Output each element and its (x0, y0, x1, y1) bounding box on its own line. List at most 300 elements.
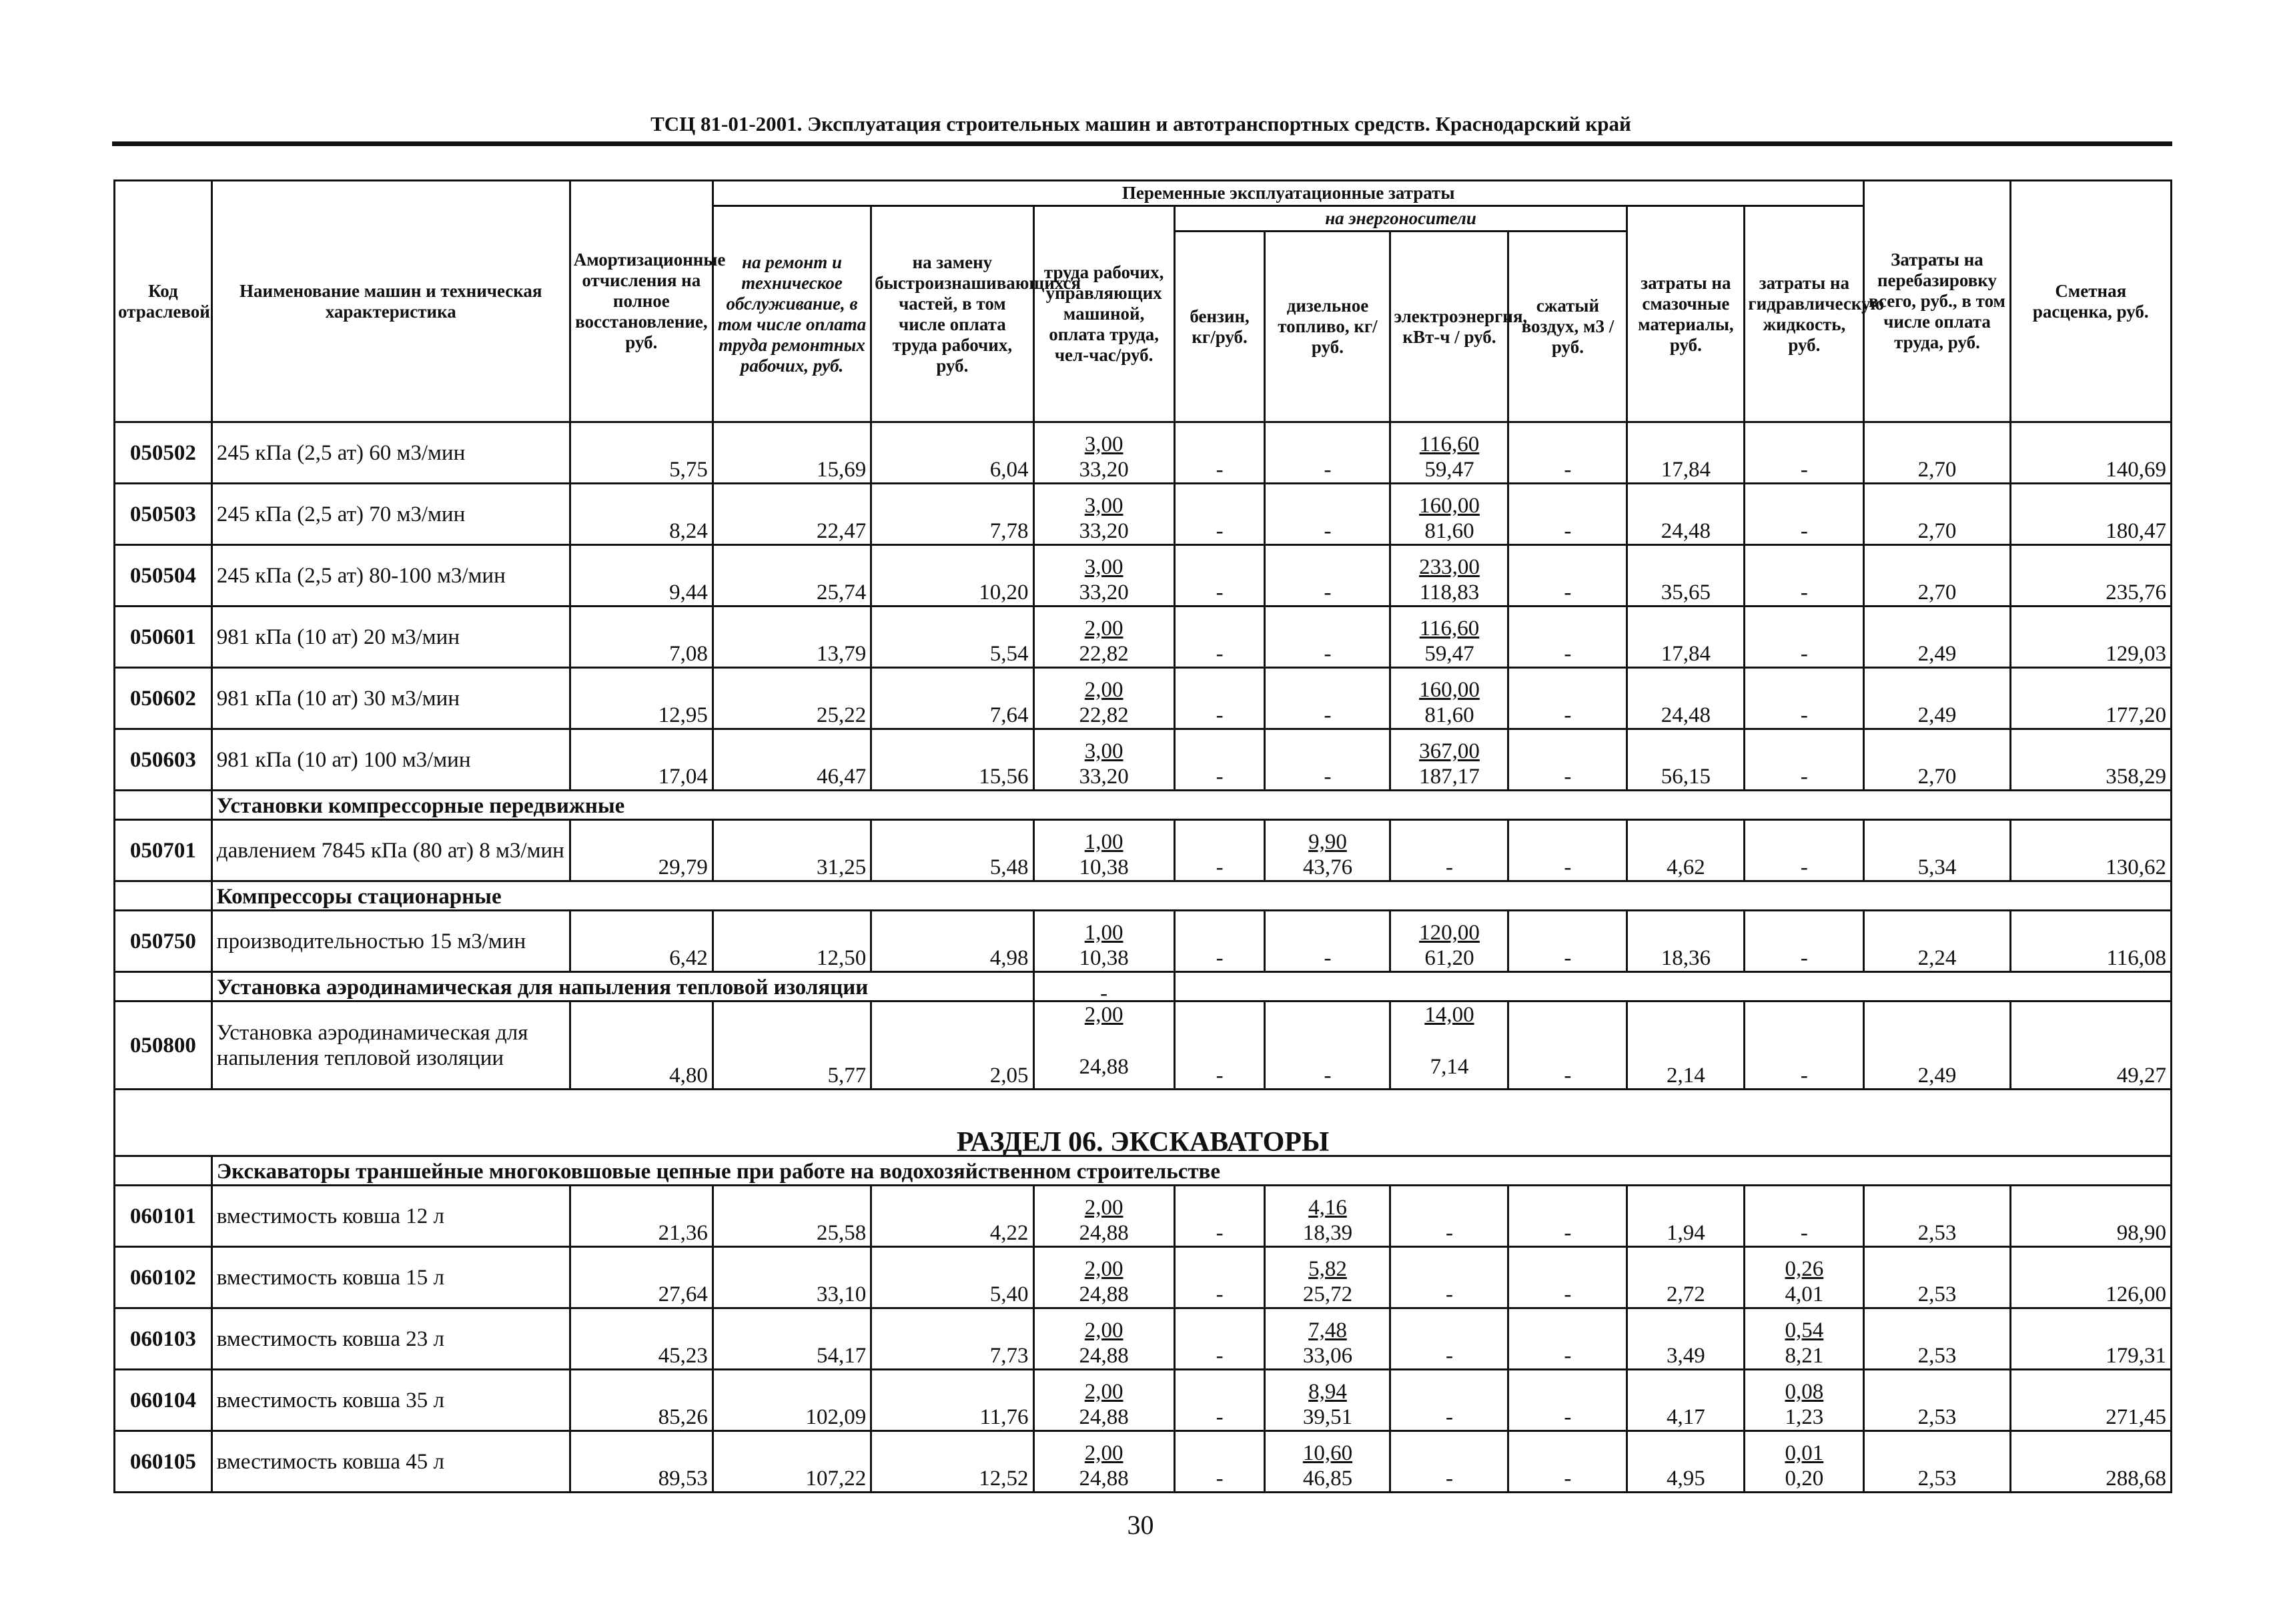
row-code: 050750 (115, 911, 212, 972)
labor-cost: 33,20 (1079, 765, 1129, 789)
cell-amort: 8,24 (570, 484, 713, 545)
cell-price: 177,20 (2010, 668, 2171, 729)
labor-cost: 33,20 (1079, 580, 1129, 604)
cell-labor (1033, 1001, 1174, 1090)
cell-repair: 33,10 (713, 1247, 871, 1308)
cell-hydro: - (1745, 911, 1864, 972)
cell-parts: 7,73 (871, 1308, 1033, 1370)
cell-transport: 2,53 (1864, 1186, 2010, 1247)
cell-repair: 15,69 (713, 422, 871, 484)
cell-price: 288,68 (2010, 1431, 2171, 1493)
cell-labor (1033, 1186, 1174, 1247)
group-row (115, 1156, 2172, 1186)
cell-electric (1390, 545, 1508, 606)
row-code: 060104 (115, 1370, 212, 1431)
row-name: вместимость ковша 12 л (211, 1186, 570, 1247)
cell-amort: 85,26 (570, 1370, 713, 1431)
cell-transport: 2,49 (1864, 668, 2010, 729)
row-code: 050602 (115, 668, 212, 729)
cell-repair: 107,22 (713, 1431, 871, 1493)
cell-electric: - (1390, 1186, 1508, 1247)
cell-diesel: - (1265, 1001, 1390, 1090)
cell-electric: - (1390, 1370, 1508, 1431)
cell-petrol: - (1174, 1370, 1265, 1431)
cell-amort: 5,75 (570, 422, 713, 484)
row-code: 060102 (115, 1247, 212, 1308)
cell-repair: 25,58 (713, 1186, 871, 1247)
hydro-cost: 1,23 (1785, 1405, 1824, 1429)
labor-hours: 3,00 (1084, 555, 1123, 579)
elec-kwh: 367,00 (1419, 739, 1480, 763)
cell-parts: 15,56 (871, 729, 1033, 791)
cell-diesel (1265, 1247, 1390, 1308)
cell-transport: 2,70 (1864, 729, 2010, 791)
cell-electric: - (1390, 1308, 1508, 1370)
cell-labor (1033, 1247, 1174, 1308)
labor-cost: 24,88 (1079, 1055, 1129, 1079)
cell-diesel: - (1265, 729, 1390, 791)
col-repair-header: на ремонт и техническое обслуживание, в том числе оплата труда ремонтных рабочих, руб. (713, 206, 871, 422)
cell-air: - (1508, 484, 1627, 545)
cell-diesel (1265, 1308, 1390, 1370)
cell-price: 49,27 (2010, 1001, 2171, 1090)
hydro-cost: - (1800, 1221, 1808, 1245)
cell-price: 358,29 (2010, 729, 2171, 791)
labor-hours: 3,00 (1084, 739, 1123, 763)
hydro-qty: 0,26 (1785, 1257, 1824, 1281)
cell-petrol: - (1174, 911, 1265, 972)
cell-amort: 89,53 (570, 1431, 713, 1493)
row-name: давлением 7845 кПа (80 ат) 8 м3/мин (211, 820, 570, 881)
row-name: 245 кПа (2,5 ат) 60 м3/мин (211, 422, 570, 484)
labor-cost: 24,88 (1079, 1221, 1129, 1245)
diesel-kg: 9,90 (1308, 830, 1347, 854)
cell-price: 180,47 (2010, 484, 2171, 545)
cell-hydro: - (1745, 668, 1864, 729)
cell-amort: 12,95 (570, 668, 713, 729)
cell-transport: 2,24 (1864, 911, 2010, 972)
group-title: Установка аэродинамическая для напыления тепловой изоляции (211, 972, 1033, 1001)
table-row (115, 422, 2172, 484)
cell-repair: 102,09 (713, 1370, 871, 1431)
cell-parts: 4,98 (871, 911, 1033, 972)
elec-kwh: 116,60 (1419, 432, 1480, 456)
labor-cost: 33,20 (1079, 458, 1129, 482)
cell-repair: 22,47 (713, 484, 871, 545)
cell-petrol: - (1174, 606, 1265, 668)
labor-hours: 2,00 (1084, 1441, 1123, 1465)
cell-lube: 24,48 (1627, 668, 1745, 729)
cell-lube: 4,95 (1627, 1431, 1745, 1493)
elec-cost: 81,60 (1424, 703, 1474, 727)
cell-lube: 2,14 (1627, 1001, 1745, 1090)
col-name-header: Наименование машин и техническая характеристика (211, 181, 570, 422)
row-name: вместимость ковша 23 л (211, 1308, 570, 1370)
cell-price: 271,45 (2010, 1370, 2171, 1431)
elec-kwh: 160,00 (1419, 678, 1480, 702)
cell-parts: 7,64 (871, 668, 1033, 729)
cell-repair: 12,50 (713, 911, 871, 972)
group-row (115, 791, 2172, 820)
cell-transport: 5,34 (1864, 820, 2010, 881)
cell-price: 126,00 (2010, 1247, 2171, 1308)
group-mark: - (1033, 972, 1174, 1001)
cell-price: 235,76 (2010, 545, 2171, 606)
cell-hydro: - (1745, 729, 1864, 791)
row-code: 050800 (115, 1001, 212, 1090)
cell-hydro: - (1745, 484, 1864, 545)
cell-price: 98,90 (2010, 1186, 2171, 1247)
elec-kwh: 120,00 (1419, 921, 1480, 945)
cell-repair: 46,47 (713, 729, 871, 791)
row-name: производительностью 15 м3/мин (211, 911, 570, 972)
cell-parts: 10,20 (871, 545, 1033, 606)
cell-air: - (1508, 1001, 1627, 1090)
cell-petrol: - (1174, 1186, 1265, 1247)
group-title: Экскаваторы траншейные многоковшовые цепные при работе на водохозяйственном строительстве (211, 1156, 2171, 1186)
row-code: 060103 (115, 1308, 212, 1370)
cell-air: - (1508, 1308, 1627, 1370)
cell-petrol: - (1174, 1308, 1265, 1370)
labor-hours: 1,00 (1084, 830, 1123, 854)
cell-electric (1390, 668, 1508, 729)
labor-hours: 2,00 (1084, 617, 1123, 641)
cell-parts: 6,04 (871, 422, 1033, 484)
cell-hydro: - (1745, 545, 1864, 606)
col-price-header: Сметная расценка, руб. (2010, 181, 2171, 422)
cell-lube: 3,49 (1627, 1308, 1745, 1370)
cell-amort: 45,23 (570, 1308, 713, 1370)
row-code: 050601 (115, 606, 212, 668)
rates-table (113, 179, 2172, 1493)
cell-air: - (1508, 1186, 1627, 1247)
diesel-cost: 39,51 (1302, 1405, 1353, 1429)
cell-lube: 24,48 (1627, 484, 1745, 545)
cell-hydro (1745, 1431, 1864, 1493)
cell-petrol: - (1174, 729, 1265, 791)
cell-hydro (1745, 1308, 1864, 1370)
diesel-kg: 7,48 (1308, 1318, 1347, 1342)
cell-transport: 2,49 (1864, 606, 2010, 668)
cell-transport: 2,53 (1864, 1370, 2010, 1431)
cell-lube: 18,36 (1627, 911, 1745, 972)
table-row (115, 1247, 2172, 1308)
cell-labor (1033, 1370, 1174, 1431)
cell-labor (1033, 545, 1174, 606)
row-name: вместимость ковша 45 л (211, 1431, 570, 1493)
cell-electric (1390, 1001, 1508, 1090)
cell-parts: 11,76 (871, 1370, 1033, 1431)
table-row (115, 1431, 2172, 1493)
header-rule (112, 141, 2172, 146)
cell-petrol: - (1174, 1431, 1265, 1493)
cell-price: 130,62 (2010, 820, 2171, 881)
elec-cost: 118,83 (1419, 580, 1480, 604)
hydro-cost: 4,01 (1785, 1282, 1824, 1306)
elec-cost: 59,47 (1424, 458, 1474, 482)
cell-electric (1390, 606, 1508, 668)
cell-lube: 35,65 (1627, 545, 1745, 606)
elec-cost: 81,60 (1424, 519, 1474, 543)
cell-air: - (1508, 668, 1627, 729)
cell-diesel: - (1265, 668, 1390, 729)
cell-repair: 31,25 (713, 820, 871, 881)
col-code-header: Код отраслевой (115, 181, 212, 422)
elec-cost: 59,47 (1424, 642, 1474, 666)
diesel-kg: 8,94 (1308, 1380, 1347, 1404)
cell-labor (1033, 1431, 1174, 1493)
cell-parts: 5,54 (871, 606, 1033, 668)
diesel-cost: 43,76 (1302, 855, 1353, 879)
cell-labor (1033, 729, 1174, 791)
cell-hydro: - (1745, 820, 1864, 881)
row-name: 981 кПа (10 ат) 30 м3/мин (211, 668, 570, 729)
labor-hours: 3,00 (1084, 432, 1123, 456)
labor-hours: 2,00 (1084, 1257, 1123, 1281)
row-name: 981 кПа (10 ат) 20 м3/мин (211, 606, 570, 668)
cell-amort: 9,44 (570, 545, 713, 606)
row-name: 245 кПа (2,5 ат) 70 м3/мин (211, 484, 570, 545)
col-energy-header: на энергоносители (1174, 206, 1627, 232)
cell-parts: 5,40 (871, 1247, 1033, 1308)
hydro-cost: 0,20 (1785, 1467, 1824, 1491)
cell-petrol: - (1174, 820, 1265, 881)
table-row (115, 729, 2172, 791)
labor-cost: 22,82 (1079, 642, 1129, 666)
cell-lube: 2,72 (1627, 1247, 1745, 1308)
table-row (115, 820, 2172, 881)
cell-price: 129,03 (2010, 606, 2171, 668)
cell-lube: 4,62 (1627, 820, 1745, 881)
col-transport-header: Затраты на перебазировку всего, руб., в том числе оплата труда, руб. (1864, 181, 2010, 422)
table-row (115, 1186, 2172, 1247)
cell-parts: 4,22 (871, 1186, 1033, 1247)
cell-labor (1033, 668, 1174, 729)
cell-diesel: - (1265, 422, 1390, 484)
table-row (115, 606, 2172, 668)
group-code-empty (115, 972, 212, 1001)
cell-parts: 7,78 (871, 484, 1033, 545)
labor-cost: 24,88 (1079, 1282, 1129, 1306)
cell-diesel (1265, 1431, 1390, 1493)
labor-cost: 10,38 (1079, 855, 1129, 879)
col-parts-header: на замену быстроизнашивающихся частей, в том числе оплата труда рабочих, руб. (871, 206, 1033, 422)
table-row (115, 668, 2172, 729)
group-code-empty (115, 881, 212, 911)
cell-air: - (1508, 1431, 1627, 1493)
cell-labor (1033, 422, 1174, 484)
cell-electric: - (1390, 1431, 1508, 1493)
cell-air: - (1508, 1247, 1627, 1308)
cell-air: - (1508, 911, 1627, 972)
cell-hydro: - (1745, 606, 1864, 668)
col-air-header: сжатый воздух, м3 / руб. (1508, 232, 1627, 422)
cell-lube: 17,84 (1627, 422, 1745, 484)
cell-transport: 2,53 (1864, 1247, 2010, 1308)
labor-hours: 2,00 (1084, 1196, 1123, 1220)
labor-cost: 22,82 (1079, 703, 1129, 727)
hydro-qty: 0,01 (1785, 1441, 1824, 1465)
table-row (115, 545, 2172, 606)
cell-petrol: - (1174, 1001, 1265, 1090)
cell-repair: 25,22 (713, 668, 871, 729)
row-code: 060105 (115, 1431, 212, 1493)
cell-air: - (1508, 820, 1627, 881)
labor-hours: 3,00 (1084, 494, 1123, 518)
row-name: 245 кПа (2,5 ат) 80-100 м3/мин (211, 545, 570, 606)
diesel-cost: 33,06 (1302, 1344, 1353, 1368)
col-lube-header: затраты на смазочные материалы, руб. (1627, 206, 1745, 422)
cell-amort: 29,79 (570, 820, 713, 881)
cell-electric (1390, 911, 1508, 972)
cell-lube: 56,15 (1627, 729, 1745, 791)
elec-kwh: 160,00 (1419, 494, 1480, 518)
cell-transport: 2,49 (1864, 1001, 2010, 1090)
row-code: 050503 (115, 484, 212, 545)
cell-repair: 54,17 (713, 1308, 871, 1370)
cell-parts: 12,52 (871, 1431, 1033, 1493)
cell-electric (1390, 729, 1508, 791)
cell-transport: 2,70 (1864, 545, 2010, 606)
labor-cost: 24,88 (1079, 1344, 1129, 1368)
elec-kwh: 233,00 (1419, 555, 1480, 579)
cell-lube: 1,94 (1627, 1186, 1745, 1247)
col-electric-header: электроэнергия, кВт-ч / руб. (1390, 232, 1508, 422)
cell-transport: 2,53 (1864, 1308, 2010, 1370)
col-labor-header: труда рабочих, управляющих машиной, оплата труда, чел-час/руб. (1033, 206, 1174, 422)
col-hydro-header: затраты на гидравлическую жидкость, руб. (1745, 206, 1864, 422)
labor-hours: 2,00 (1084, 1318, 1123, 1342)
cell-amort: 27,64 (570, 1247, 713, 1308)
cell-parts: 2,05 (871, 1001, 1033, 1090)
elec-cost: 187,17 (1419, 765, 1480, 789)
cell-electric (1390, 422, 1508, 484)
cell-air: - (1508, 422, 1627, 484)
cell-hydro (1745, 1247, 1864, 1308)
cell-diesel: - (1265, 484, 1390, 545)
cell-transport: 2,70 (1864, 484, 2010, 545)
cell-electric (1390, 484, 1508, 545)
col-diesel-header: дизельное топливо, кг/руб. (1265, 232, 1390, 422)
cell-price: 140,69 (2010, 422, 2171, 484)
group-row (115, 881, 2172, 911)
cell-amort: 21,36 (570, 1186, 713, 1247)
cell-parts: 5,48 (871, 820, 1033, 881)
row-code: 050603 (115, 729, 212, 791)
row-name: Установка аэродинамическая для напыления тепловой изоляции (211, 1001, 570, 1090)
row-name: вместимость ковша 35 л (211, 1370, 570, 1431)
cell-lube: 17,84 (1627, 606, 1745, 668)
page-number: 30 (1127, 1510, 1154, 1540)
cell-lube: 4,17 (1627, 1370, 1745, 1431)
table-row (115, 911, 2172, 972)
col-variable-header: Переменные эксплуатационные затраты (713, 181, 1863, 206)
table-row (115, 1370, 2172, 1431)
cell-petrol: - (1174, 545, 1265, 606)
elec-cost: 7,14 (1430, 1055, 1469, 1079)
labor-cost: 24,88 (1079, 1467, 1129, 1491)
col-petrol-header: бензин, кг/руб. (1174, 232, 1265, 422)
hydro-qty: 0,54 (1785, 1318, 1824, 1342)
cell-diesel (1265, 1186, 1390, 1247)
cell-petrol: - (1174, 668, 1265, 729)
cell-repair: 5,77 (713, 1001, 871, 1090)
row-code: 060101 (115, 1186, 212, 1247)
cell-amort: 4,80 (570, 1001, 713, 1090)
cell-labor (1033, 911, 1174, 972)
cell-hydro: - (1745, 1001, 1864, 1090)
cell-air: - (1508, 1370, 1627, 1431)
hydro-cost: 8,21 (1785, 1344, 1824, 1368)
diesel-cost: 46,85 (1302, 1467, 1353, 1491)
cell-amort: 6,42 (570, 911, 713, 972)
group-row (115, 972, 2172, 1001)
col-amort-header: Амортизационные отчисления на полное восстановление, руб. (570, 181, 713, 422)
diesel-kg: 10,60 (1302, 1441, 1353, 1465)
cell-repair: 13,79 (713, 606, 871, 668)
cell-air: - (1508, 729, 1627, 791)
cell-price: 179,31 (2010, 1308, 2171, 1370)
cell-diesel: - (1265, 911, 1390, 972)
cell-diesel: - (1265, 545, 1390, 606)
row-code: 050701 (115, 820, 212, 881)
cell-petrol: - (1174, 422, 1265, 484)
cell-diesel (1265, 820, 1390, 881)
cell-labor (1033, 484, 1174, 545)
row-code: 050502 (115, 422, 212, 484)
cell-labor (1033, 606, 1174, 668)
table-row (115, 484, 2172, 545)
cell-petrol: - (1174, 1247, 1265, 1308)
group-code-empty (115, 1156, 212, 1186)
row-name: 981 кПа (10 ат) 100 м3/мин (211, 729, 570, 791)
cell-repair: 25,74 (713, 545, 871, 606)
cell-diesel (1265, 1370, 1390, 1431)
table-row (115, 1001, 2172, 1090)
page-header: ТСЦ 81-01-2001. Эксплуатация строительных машин и автотранспортных средств. Краснодарский край (650, 112, 1631, 135)
labor-cost: 33,20 (1079, 519, 1129, 543)
cell-labor (1033, 1308, 1174, 1370)
cell-hydro (1745, 1186, 1864, 1247)
table-row (115, 1308, 2172, 1370)
diesel-kg: 5,82 (1308, 1257, 1347, 1281)
group-code-empty (115, 791, 212, 820)
hydro-qty: 0,08 (1785, 1380, 1824, 1404)
group-title: Компрессоры стационарные (211, 881, 2171, 911)
row-name: вместимость ковша 15 л (211, 1247, 570, 1308)
cell-electric: - (1390, 820, 1508, 881)
cell-labor (1033, 820, 1174, 881)
cell-air: - (1508, 606, 1627, 668)
labor-hours: 2,00 (1084, 1380, 1123, 1404)
cell-amort: 7,08 (570, 606, 713, 668)
cell-hydro (1745, 1370, 1864, 1431)
labor-hours: 1,00 (1084, 921, 1123, 945)
section-title: РАЗДЕЛ 06. ЭКСКАВАТОРЫ (115, 1090, 2172, 1156)
diesel-kg: 4,16 (1308, 1196, 1347, 1220)
elec-cost: 61,20 (1424, 946, 1474, 970)
cell-hydro: - (1745, 422, 1864, 484)
cell-transport: 2,53 (1864, 1431, 2010, 1493)
cell-electric: - (1390, 1247, 1508, 1308)
labor-hours: 2,00 (1084, 1003, 1123, 1027)
group-rest-empty (1174, 972, 2171, 1001)
labor-cost: 24,88 (1079, 1405, 1129, 1429)
elec-kwh: 14,00 (1424, 1003, 1474, 1027)
cell-transport: 2,70 (1864, 422, 2010, 484)
labor-hours: 2,00 (1084, 678, 1123, 702)
labor-cost: 10,38 (1079, 946, 1129, 970)
